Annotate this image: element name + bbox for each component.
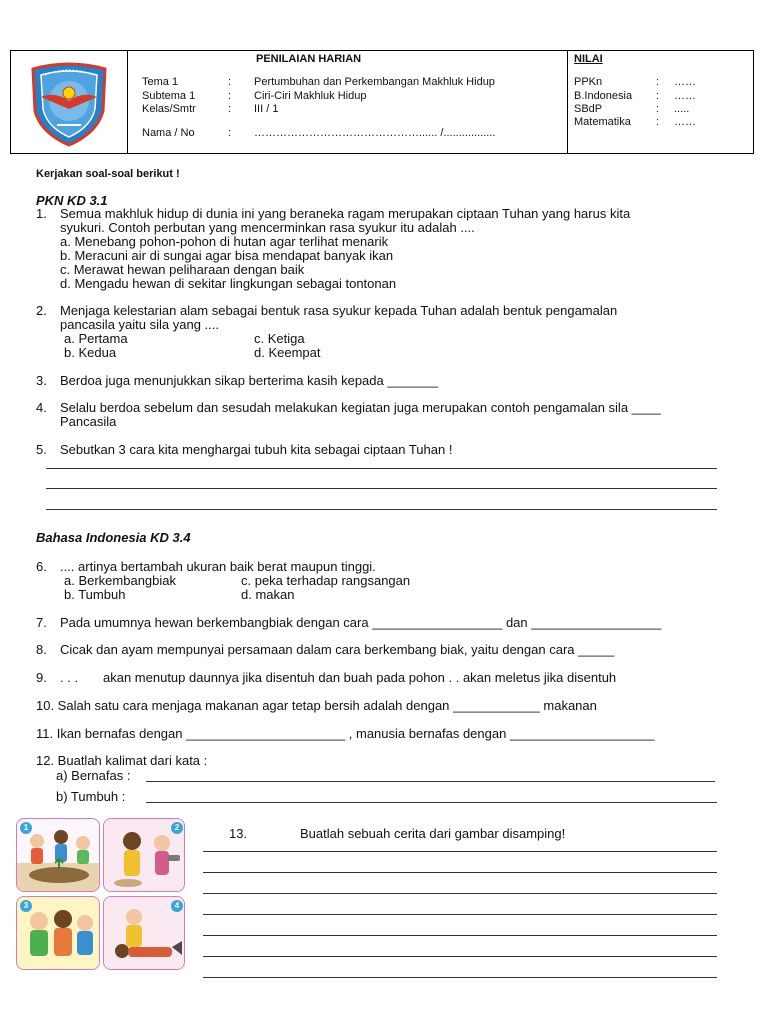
- answer-line[interactable]: [203, 935, 717, 936]
- nilai-title: NILAI: [574, 53, 603, 65]
- name-field[interactable]: ………………………………………...... /.................: [254, 127, 496, 139]
- header-sep: :: [228, 90, 232, 102]
- question-11-text: 11. Ikan bernafas dengan ______________________ , manusia bernafas dengan ____________________: [36, 726, 655, 741]
- answer-line[interactable]: [46, 509, 717, 510]
- header-value-subtema: Ciri-Ciri Makhluk Hidup: [254, 90, 367, 102]
- header-label-tema: Tema 1: [142, 76, 179, 88]
- nilai-sep: :: [656, 90, 660, 102]
- answer-line[interactable]: [203, 893, 717, 894]
- story-image-3: [16, 896, 100, 970]
- image-number-badge: 3: [20, 900, 32, 912]
- question-number: 9.: [36, 670, 47, 685]
- answer-line[interactable]: [203, 956, 717, 957]
- option-b[interactable]: b. Kedua: [64, 345, 117, 360]
- question-4-line-1: Selalu berdoa sebelum dan sesudah melakukan kegiatan juga merupakan contoh pengamalan sila ____: [60, 400, 661, 415]
- question-2-line-2: pancasila yaitu sila yang ....: [60, 317, 219, 332]
- nilai-sep: :: [656, 76, 660, 88]
- nilai-label-matematika: Matematika: [574, 116, 631, 128]
- header-sep: :: [228, 127, 232, 139]
- option-c[interactable]: c. peka terhadap rangsangan: [241, 573, 411, 588]
- answer-line[interactable]: [46, 488, 717, 489]
- header-label-subtema: Subtema 1: [142, 90, 196, 102]
- question-number: 6.: [36, 559, 47, 574]
- instruction: Kerjakan soal-soal berikut !: [36, 168, 180, 180]
- option-d[interactable]: d. Keempat: [254, 345, 321, 360]
- nilai-cell: [568, 51, 754, 153]
- question-number: 4.: [36, 400, 47, 415]
- nilai-value-sbdp[interactable]: .....: [674, 103, 690, 115]
- answer-line[interactable]: [46, 468, 717, 469]
- image-number-badge: 2: [171, 822, 183, 834]
- nilai-label-ppkn: PPKn: [574, 76, 603, 88]
- header-value-kelas: III / 1: [254, 103, 279, 115]
- answer-line[interactable]: [146, 781, 715, 782]
- question-number: 8.: [36, 642, 47, 657]
- question-number: 5.: [36, 442, 47, 457]
- header-label-nama: Nama / No: [142, 127, 195, 139]
- option-c[interactable]: c. Ketiga: [254, 331, 305, 346]
- option-d[interactable]: d. makan: [241, 587, 295, 602]
- header-sep: :: [228, 103, 232, 115]
- story-image-2: [103, 818, 185, 892]
- option-a[interactable]: a. Menebang pohon-pohon di hutan agar terlihat menarik: [60, 234, 389, 249]
- question-9-dots: . . .: [60, 670, 79, 685]
- answer-line[interactable]: [203, 914, 717, 915]
- option-a[interactable]: a. Pertama: [64, 331, 128, 346]
- option-a[interactable]: a. Berkembangbiak: [64, 573, 177, 588]
- nilai-value-matematika[interactable]: ……: [674, 116, 696, 128]
- question-number: 1.: [36, 206, 47, 221]
- question-2-line-1: Menjaga kelestarian alam sebagai bentuk rasa syukur kepada Tuhan adalah bentuk pengamalan: [60, 303, 618, 318]
- question-12-b-label: b) Tumbuh :: [56, 789, 126, 804]
- question-5-text: Sebutkan 3 cara kita menghargai tubuh kita sebagai ciptaan Tuhan !: [60, 442, 453, 457]
- option-b[interactable]: b. Tumbuh: [64, 587, 126, 602]
- answer-line[interactable]: [203, 977, 717, 978]
- question-9-text: akan menutup daunnya jika disentuh dan buah pada pohon . . akan meletus jika disentuh: [103, 670, 617, 685]
- image-number-badge: 1: [20, 822, 32, 834]
- question-1-line-1: Semua makhluk hidup di dunia ini yang beraneka ragam merupakan ciptaan Tuhan yang harus kita: [60, 206, 631, 221]
- answer-line[interactable]: [203, 872, 717, 873]
- page-title: PENILAIAN HARIAN: [256, 53, 362, 65]
- nilai-label-bindonesia: B.Indonesia: [574, 90, 633, 102]
- question-12-text: 12. Buatlah kalimat dari kata :: [36, 753, 208, 768]
- question-13-text: Buatlah sebuah cerita dari gambar disamping!: [300, 826, 566, 841]
- header-value-tema: Pertumbuhan dan Perkembangan Makhluk Hidup: [254, 76, 495, 88]
- story-image-1: [16, 818, 100, 892]
- section-title-pkn: PKN KD 3.1: [36, 193, 108, 208]
- image-number-badge: 4: [171, 900, 183, 912]
- question-number: 3.: [36, 373, 47, 388]
- option-b[interactable]: b. Meracuni air di sungai agar bisa mendapat banyak ikan: [60, 248, 394, 263]
- school-logo-cell: [11, 51, 128, 153]
- option-c[interactable]: c. Merawat hewan peliharaan dengan baik: [60, 262, 305, 277]
- header-info-cell: [128, 51, 568, 153]
- question-12-a-label: a) Bernafas :: [56, 768, 131, 783]
- option-d[interactable]: d. Mengadu hewan di sekitar lingkungan sebagai tontonan: [60, 276, 397, 291]
- nilai-value-ppkn[interactable]: ……: [674, 76, 696, 88]
- question-number: 13.: [229, 826, 248, 841]
- nilai-sep: :: [656, 103, 660, 115]
- nilai-value-bindonesia[interactable]: ……: [674, 90, 696, 102]
- question-4-line-2: Pancasila: [60, 414, 117, 429]
- question-10-text: 10. Salah satu cara menjaga makanan agar tetap bersih adalah dengan ____________ makanan: [36, 698, 597, 713]
- school-logo: [11, 51, 128, 153]
- header-sep: :: [228, 76, 232, 88]
- question-number: 7.: [36, 615, 47, 630]
- answer-line[interactable]: [146, 802, 717, 803]
- answer-line[interactable]: [203, 851, 717, 852]
- header-label-kelas: Kelas/Smtr: [142, 103, 196, 115]
- question-1-line-2: syukuri. Contoh perbutan yang mencerminkan rasa syukur itu adalah ....: [60, 220, 475, 235]
- question-8-text: Cicak dan ayam mempunyai persamaan dalam cara berkembang biak, yaitu dengan cara _____: [60, 642, 615, 657]
- question-6-text: .... artinya bertambah ukuran baik berat maupun tinggi.: [60, 559, 376, 574]
- question-7-text: Pada umumnya hewan berkembangbiak dengan cara __________________ dan __________________: [60, 615, 662, 630]
- question-number: 2.: [36, 303, 47, 318]
- story-image-4: [103, 896, 185, 970]
- question-3-text: Berdoa juga menunjukkan sikap berterima kasih kepada _______: [60, 373, 438, 388]
- nilai-label-sbdp: SBdP: [574, 103, 603, 115]
- header-table: [10, 50, 754, 154]
- section-title-bahasa: Bahasa Indonesia KD 3.4: [36, 530, 191, 545]
- nilai-sep: :: [656, 116, 660, 128]
